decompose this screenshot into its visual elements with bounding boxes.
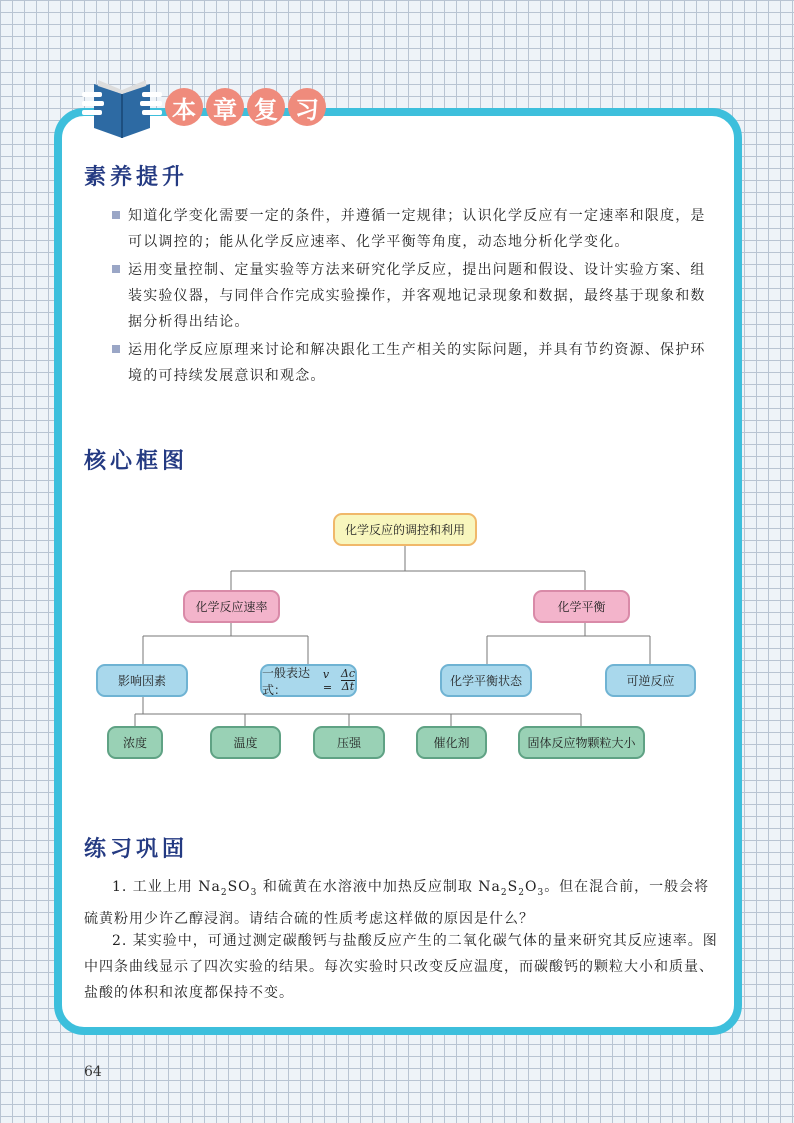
question-2: 2. 某实验中，可通过测定碳酸钙与盐酸反应产生的二氧化碳气体的量来研究其反应速率。图中四条曲线显示了四次实验的结果。每次实验时只改变反应温度，而碳酸钙的颗粒大小和质量、盐酸的体积和浓度都保持不变。 (84, 933, 718, 1001)
node-root: 化学反应的调控和利用 (333, 513, 477, 546)
section-title-literacy: 素养提升 (84, 165, 189, 190)
bullet-text: 运用化学反应原理来讨论和解决跟化工生产相关的实际问题，并具有节约资源、保护环境的可持续发展意识和观念。 (128, 342, 706, 384)
q1-text: O (524, 879, 538, 895)
q1-sub: 2 (500, 887, 508, 898)
node-factors: 影响因素 (96, 664, 188, 697)
q1-text: S (507, 879, 519, 895)
node-factor: 压强 (313, 726, 385, 759)
section-title-framework: 核心框图 (84, 449, 189, 474)
expression-v: v = (322, 667, 333, 694)
node-reaction-rate: 化学反应速率 (183, 590, 280, 623)
node-equilibrium-state: 化学平衡状态 (440, 664, 532, 697)
node-reversible-reaction: 可逆反应 (605, 664, 696, 697)
q1-sub: 2 (220, 887, 228, 898)
header-char: 复 (247, 88, 285, 126)
header-char: 习 (288, 88, 326, 126)
q1-sub: 2 (518, 887, 525, 898)
q1-text: 1. 工业上用 Na (112, 879, 221, 895)
header-char: 本 (165, 88, 203, 126)
expression-fraction (341, 668, 355, 693)
q1-sub: 3 (537, 887, 545, 898)
question-1 (84, 874, 718, 932)
header-char: 章 (206, 88, 244, 126)
node-factor: 催化剂 (416, 726, 487, 759)
page-number: 64 (84, 1064, 102, 1080)
section-title-practice: 练习巩固 (84, 837, 189, 862)
fraction-numerator: Δc (340, 667, 355, 680)
fraction-denominator: Δt (341, 680, 355, 693)
q1-text: 。但在混合前，一般会将硫黄粉用少许乙醇浸润。请结合硫的性质考虑这样做的原因是什么？ (84, 879, 710, 927)
node-factor: 温度 (210, 726, 281, 759)
q1-text: 和硫黄在水溶液中加热反应制取 Na (257, 879, 501, 895)
node-equilibrium: 化学平衡 (533, 590, 630, 623)
bullet-text: 运用变量控制、定量实验等方法来研究化学反应，提出问题和假设、设计实验方案、组装实验仪器，与同伴合作完成实验操作，并客观地记录现象和数据，最终基于现象和数据分析得出结论。 (128, 262, 706, 330)
q1-text: SO (227, 879, 251, 895)
expression-label: 一般表达式： (262, 665, 311, 697)
node-factor: 固体反应物颗粒大小 (518, 726, 645, 759)
q1-sub: 3 (250, 887, 258, 898)
node-factor: 浓度 (107, 726, 163, 759)
node-expression (260, 664, 357, 697)
bullet-text: 知道化学变化需要一定的条件，并遵循一定规律；认识化学反应有一定速率和限度，是可以调控的；能从化学反应速率、化学平衡等角度，动态地分析化学变化。 (128, 208, 706, 250)
